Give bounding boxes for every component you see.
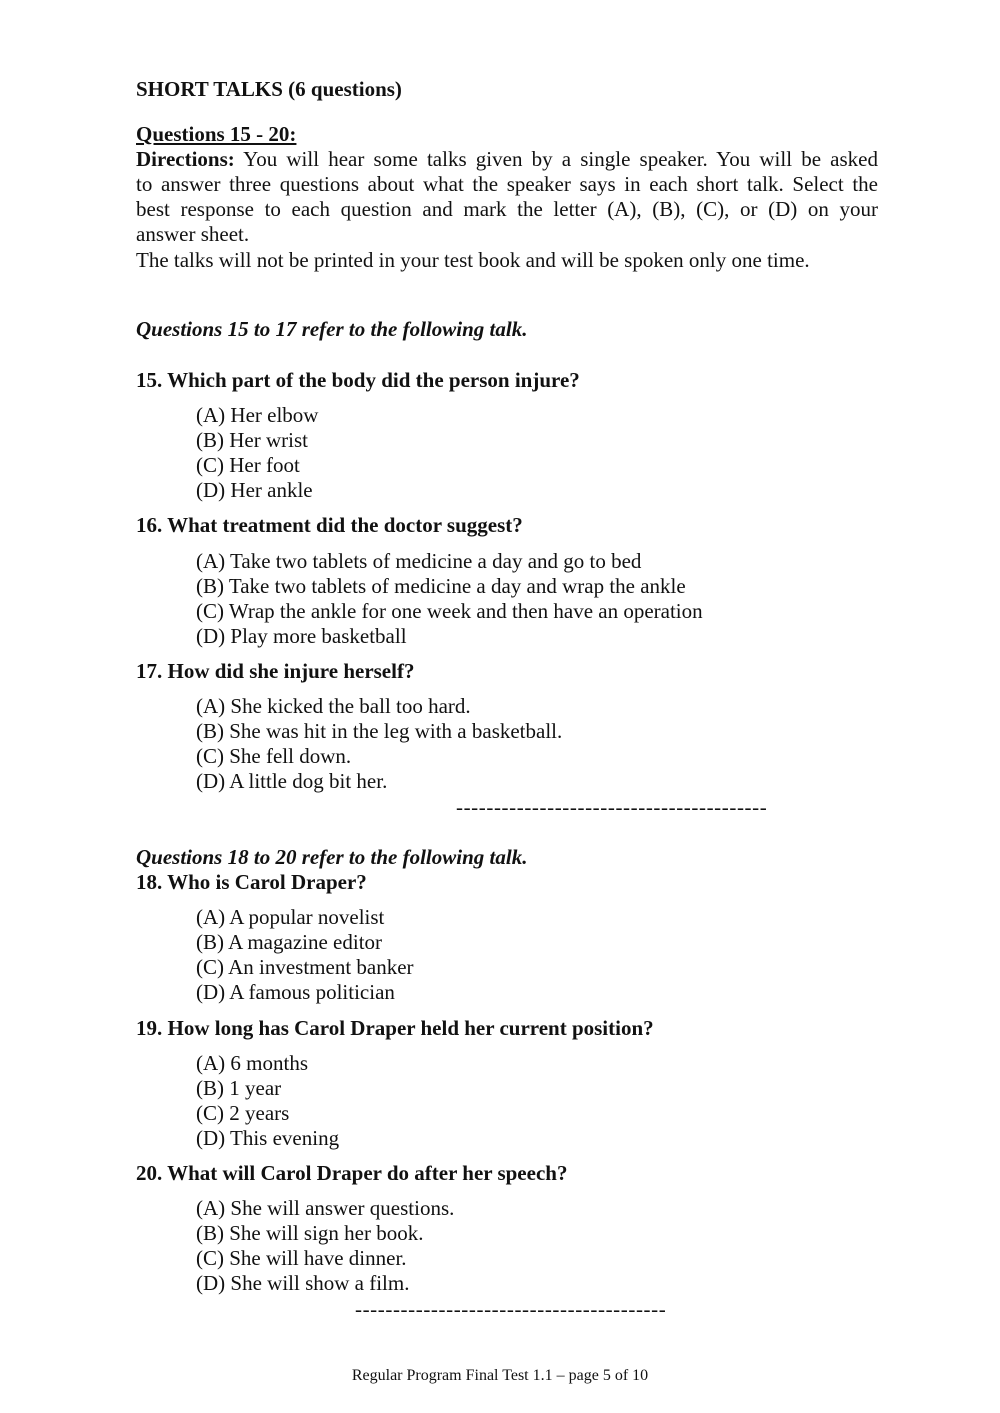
question-16: 16. What treatment did the doctor suggest? [136,513,523,537]
question-16-options [196,549,703,649]
option: (A) She kicked the ball too hard. [196,694,471,718]
option: (B) 1 year [196,1076,282,1100]
option: (A) 6 months [196,1051,308,1075]
separator-line: ----------------------------------------- [355,1297,667,1321]
group1-heading: Questions 15 to 17 refer to the following talk. [136,317,528,341]
question-17-options [196,694,562,794]
question-18: 18. Who is Carol Draper? [136,870,367,894]
question-20: 20. What will Carol Draper do after her speech? [136,1161,568,1185]
option: (C) An investment banker [196,955,414,979]
directions-line-1 [136,147,878,172]
option: (D) She will show a film. [196,1271,410,1295]
option: (C) She fell down. [196,744,352,768]
option: (C) Her foot [196,453,300,477]
option: (D) Her ankle [196,478,313,502]
question-19: 19. How long has Carol Draper held her current position? [136,1016,654,1040]
page-footer: Regular Program Final Test 1.1 – page 5 of 10 [351,1367,649,1384]
question-20-options [196,1196,454,1296]
separator-line: ----------------------------------------- [456,795,768,819]
group2-heading: Questions 18 to 20 refer to the following talk. [136,845,528,869]
option: (A) She will answer questions. [196,1196,455,1220]
option: (C) 2 years [196,1101,290,1125]
directions-line-4: answer sheet. [136,222,250,246]
directions-line-2: to answer three questions about what the speaker says in each short talk. Select the [136,172,878,196]
question-17: 17. How did she injure herself? [136,659,415,683]
option: (D) Play more basketball [196,624,407,648]
question-19-options [196,1051,339,1151]
option: (D) A famous politician [196,980,395,1004]
option: (B) A magazine editor [196,930,383,954]
option: (A) Her elbow [196,403,319,427]
option: (B) She will sign her book. [196,1221,424,1245]
option: (D) A little dog bit her. [196,769,388,793]
option: (B) Her wrist [196,428,308,452]
section-title: SHORT TALKS (6 questions) [136,77,402,101]
directions-line-3: best response to each question and mark the letter (A), (B), (C), or (D) on your [136,197,878,221]
option: (A) Take two tablets of medicine a day and go to bed [196,549,642,573]
option: (C) Wrap the ankle for one week and then have an operation [196,599,703,623]
directions-label: Directions: [136,147,235,171]
directions-line-5: The talks will not be printed in your test book and will be spoken only one time. [136,248,810,272]
question-18-options [196,905,414,1005]
option: (C) She will have dinner. [196,1246,407,1270]
option: (A) A popular novelist [196,905,385,929]
option: (D) This evening [196,1126,340,1150]
option: (B) Take two tablets of medicine a day and wrap the ankle [196,574,686,598]
question-15-options [196,403,318,503]
option: (B) She was hit in the leg with a basketball. [196,719,563,743]
questions-heading: Questions 15 - 20: [136,122,297,146]
question-15: 15. Which part of the body did the person injure? [136,368,580,392]
directions-text-1: You will hear some talks given by a single speaker. You will be asked [234,147,878,171]
